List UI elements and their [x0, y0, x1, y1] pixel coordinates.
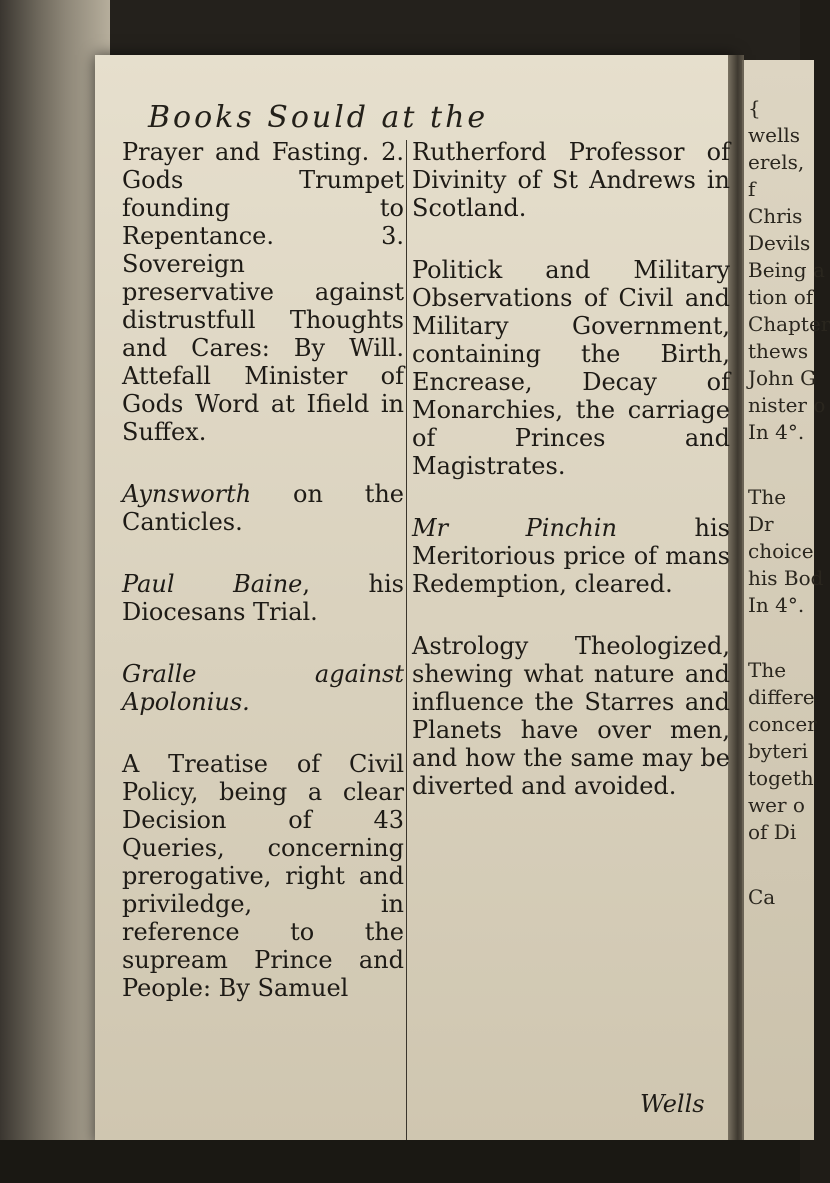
book-entry: Gralle against Apolonius. — [122, 660, 404, 716]
fragment-line: of Di — [748, 820, 797, 844]
fragment-line: John G — [748, 366, 817, 390]
fragment-line: byteri — [748, 739, 808, 763]
bottom-shadow — [0, 1140, 800, 1183]
catchword: Wells — [640, 1090, 705, 1118]
fragment-line: thews — [748, 339, 809, 363]
fragment-line: Devils — [748, 231, 811, 255]
book-entry: Astrology Theologized, shewing what nature and influence the Starres and Planets have over men, and how the same may be diverted and avoided. — [412, 632, 730, 800]
fragment-line: In 4°. — [748, 593, 805, 617]
running-head: Books Sould at the — [148, 100, 489, 135]
fragment-line: togeth — [748, 766, 814, 790]
fragment-line: The — [748, 658, 787, 682]
fragment-line: wells — [748, 123, 801, 147]
fragment-line: his Bod — [748, 566, 824, 590]
column-divider — [406, 140, 407, 1140]
fragment-line: Ca — [748, 885, 776, 909]
fragment-line: Chris — [748, 204, 803, 228]
book-entry: Paul Baine, his Diocesans Trial. — [122, 570, 404, 626]
fragment-line: f — [748, 177, 756, 201]
book-entry: Aynsworth on the Canticles. — [122, 480, 404, 536]
fragment-line: nister o — [748, 393, 826, 417]
fragment-line: The — [748, 485, 787, 509]
right-column — [412, 138, 730, 826]
fragment-line: tion of — [748, 285, 814, 309]
left-column — [122, 138, 404, 1028]
book-entry: Mr Pinchin his Meritorious price of mans Redemption, cleared. — [412, 514, 730, 598]
book-entry: Politick and Military Observations of Civil and Military Government, containing the Birth, Encrease, Decay of Monarchies, the carriage of Princes and Magistrates. — [412, 256, 730, 480]
book-entry: Rutherford Professor of Divinity of St Andrews in Scotland. — [412, 138, 730, 222]
fragment-line: choice — [748, 539, 814, 563]
book-entry: A Treatise of Civil Policy, being a clear Decision of 43 Queries, concerning prerogative, right and priviledge, in reference to the supream Prince and People: By Samuel — [122, 750, 404, 1002]
fragment-line: In 4°. — [748, 420, 805, 444]
fragment-line: Chapter — [748, 312, 830, 336]
fragment-line: concer — [748, 712, 817, 736]
fragment-line: { — [748, 96, 761, 120]
fragment-line: erels, — [748, 150, 805, 174]
book-entry: Prayer and Fasting. 2. Gods Trumpet founding to Repentance. 3. Sovereign preservative against distrustfull Thoughts and Cares: By Will. Attefall Minister of Gods Word at Ifield in Suffex. — [122, 138, 404, 446]
book-edge-left — [0, 0, 110, 1183]
facing-page-text — [748, 95, 830, 911]
fragment-line: Being a — [748, 258, 825, 282]
fragment-line: wer o — [748, 793, 805, 817]
fragment-line: differe — [748, 685, 815, 709]
fragment-line: Dr — [748, 512, 774, 536]
